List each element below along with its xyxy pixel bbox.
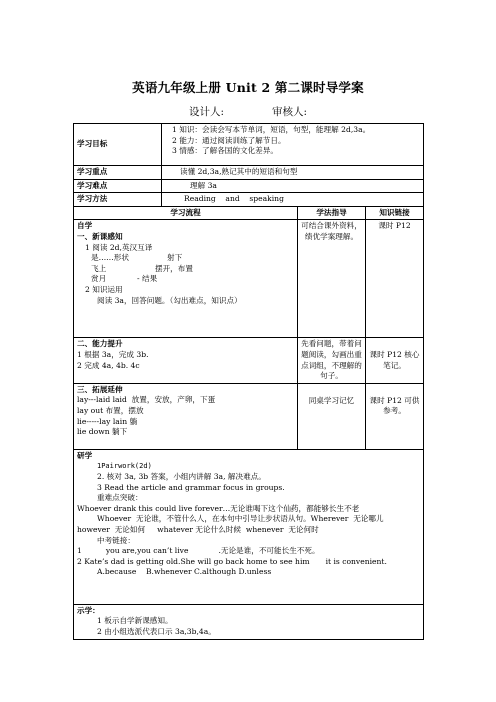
objective-line: 1 知识：会读会写本节单词，短语，句型，能理解 2d,3a。 <box>172 125 371 134</box>
method-content: Reading and speaking <box>162 193 424 207</box>
section-heading: 二、能力提升 <box>77 339 123 349</box>
task-line: 阅读 3a，回答问题。（勾出难点，知识点） <box>97 295 242 305</box>
objective-line: 2 能力：通过阅读训练了解节日。 <box>172 135 286 145</box>
vocab-line <box>77 264 294 275</box>
self-study-guide: 可结合课外资料，绩优学案理解。 <box>298 220 366 338</box>
objective-line: 3 情感：了解各国的文化差异。 <box>172 146 278 156</box>
exercise-line <box>77 546 420 557</box>
vocab-prompt: - 结果 <box>137 274 158 284</box>
vocab-prompt: 赏月 <box>91 274 107 284</box>
task-line: 2 知识运用 <box>85 284 123 294</box>
difficulty-label: 学习难点 <box>74 179 162 193</box>
vocab-prompt: 摆开，布置 <box>155 263 193 273</box>
show-line: 2 由小组选派代表口示 3a,3b,4a。 <box>97 626 216 636</box>
task-line: 1 阅读 2d,英汉互译 <box>85 242 153 252</box>
header-guide: 学法指导 <box>298 206 366 220</box>
vocab-line: lie-----lay lain 躺 <box>77 416 138 426</box>
header-link: 知识链接 <box>366 206 424 220</box>
show-row <box>74 604 424 639</box>
extension-link: 课时 P12 可供参考。 <box>366 383 424 449</box>
designer-label: 设计人: <box>189 106 225 118</box>
research-line: 中考链接： <box>97 535 135 545</box>
difficulty-content: 理解 3a <box>162 179 424 193</box>
difficulty-row <box>74 179 424 193</box>
show-cell <box>74 604 424 639</box>
ability-guide: 先看问题，带着问题阅读，勾画出重点词组，不理解的句子。 <box>298 338 366 383</box>
task-line: 1 根据 3a，完成 3b. <box>77 349 149 359</box>
header-process: 学习流程 <box>74 206 298 220</box>
objectives-label: 学习目标 <box>74 124 162 166</box>
self-study-heading: 自学 <box>77 221 93 231</box>
research-heading: 研学 <box>77 450 93 460</box>
research-line: Whoever 无论谁，不管什么人，在本句中引导让步状语从句。Wherever 无论哪儿 however 无论如何 whatever 无论什么时候 whenever 无论何时 <box>77 514 394 534</box>
header-row <box>74 206 424 220</box>
method-row <box>74 193 424 207</box>
vocab-line <box>77 274 294 285</box>
ability-row <box>74 338 424 383</box>
research-line: 3 Read the article and grammar focus in groups. <box>97 482 285 492</box>
research-line: 重难点突破： <box>97 493 143 503</box>
reviewer-label: 审核人: <box>272 106 308 118</box>
self-study-link: 课时 P12 <box>366 220 424 338</box>
exercise-options: A.because B.whenever C.although D.unless <box>97 567 272 577</box>
self-study-cell <box>74 220 298 338</box>
extension-guide: 同桌学习记忆 <box>298 383 366 449</box>
exercise-number: 1 <box>77 546 82 556</box>
exercise-text: it is convenient. <box>325 556 387 566</box>
show-heading: 示学： <box>77 605 100 615</box>
research-line: 2. 核对 3a, 3b 答案，小组内讲解 3a, 解决难点。 <box>97 471 266 481</box>
exercise-text: 2 Kate’s dad is getting old.She will go back home to see him <box>77 556 310 566</box>
vocab-line: lay---laid laid 放置，安放，产卵，下蛋 <box>77 395 216 405</box>
vocab-prompt: 是……形状 <box>91 253 129 263</box>
vocab-line <box>77 253 294 264</box>
exercise-line <box>77 557 420 568</box>
show-line: 1 板示自学新课感知。 <box>97 616 173 626</box>
task-line: 2 完成 4a, 4b. 4c <box>77 360 140 370</box>
vocab-line: lay out 布置，摆放 <box>77 405 144 415</box>
section-heading: 一、新课感知 <box>77 231 123 241</box>
research-row <box>74 449 424 604</box>
study-plan-table <box>73 123 424 640</box>
research-line: Whoever drank this could live forever…无论谁喝下这个仙药，都能够长生不老 <box>77 503 360 513</box>
vocab-prompt: 射下 <box>167 253 183 263</box>
self-study-row <box>74 220 424 338</box>
vocab-line: lie down 躺下 <box>77 427 128 437</box>
key-label: 学习重点 <box>74 166 162 180</box>
section-heading: 三、拓展延伸 <box>77 384 123 394</box>
method-label: 学习方法 <box>74 193 162 207</box>
ability-link: 课时 P12 核心笔记。 <box>366 338 424 383</box>
page-title: 英语九年级上册 Unit 2 第二课时导学案 <box>132 80 364 95</box>
objectives-row <box>74 124 424 166</box>
key-row <box>74 166 424 180</box>
key-content: 读懂 2d,3a,熟记其中的短语和句型 <box>162 166 424 180</box>
objectives-content <box>162 124 424 166</box>
ability-cell <box>74 338 298 383</box>
exercise-text: you are,you can’t live <box>105 546 189 556</box>
extension-cell <box>74 383 298 449</box>
vocab-prompt: 飞上 <box>91 263 107 273</box>
extension-row <box>74 383 424 449</box>
exercise-text: .无论是谁，不可能长生不死。 <box>218 546 320 556</box>
research-line: 1Pairwork(2d) <box>97 462 152 471</box>
research-cell <box>74 449 424 604</box>
